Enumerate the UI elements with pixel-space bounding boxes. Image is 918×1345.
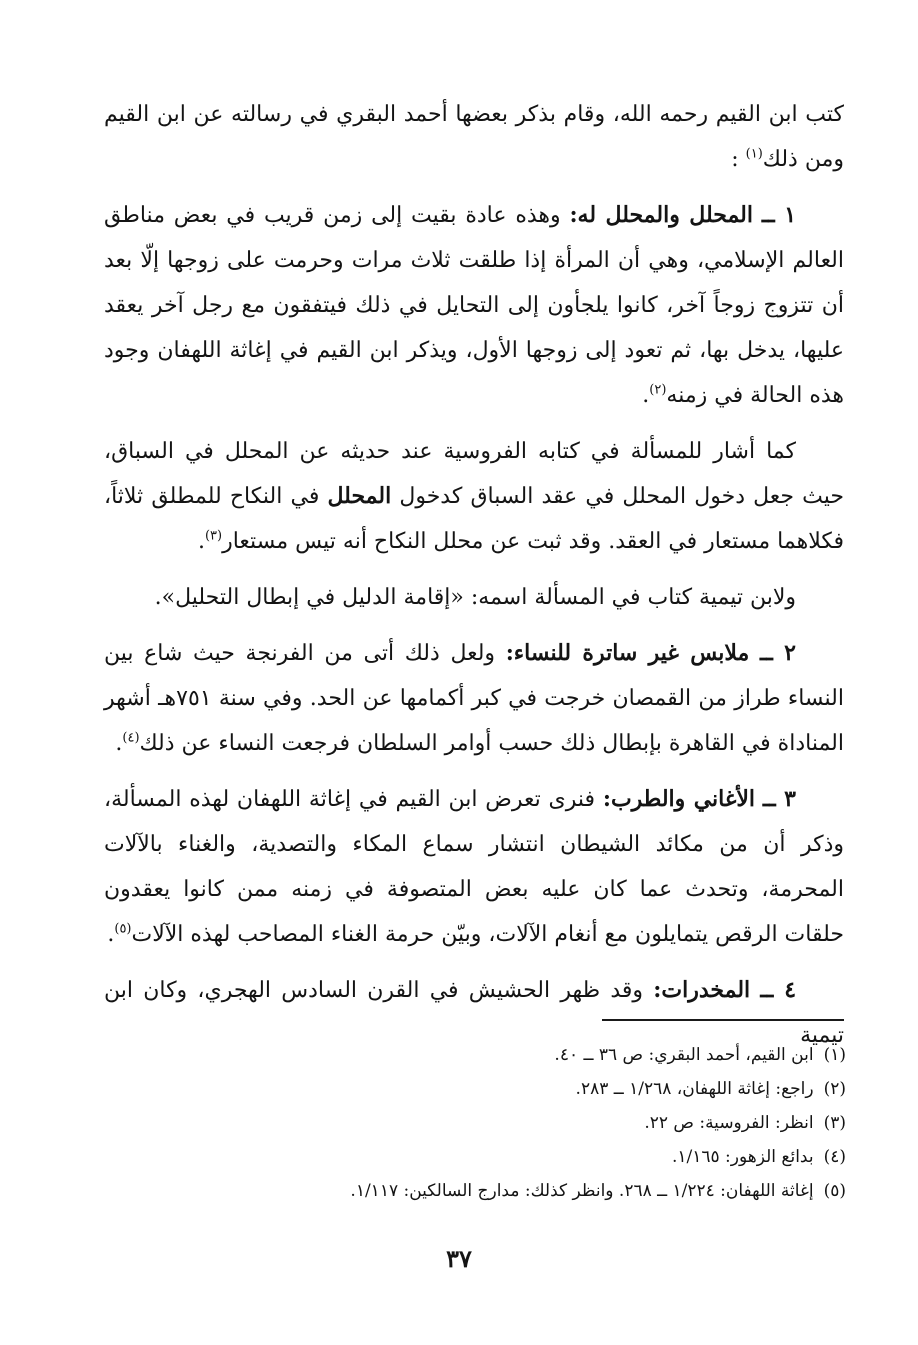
item-heading: المحلل والمحلل له: bbox=[569, 202, 753, 228]
paragraph-text: في النكاح للمطلق ثلاثاً، فكلاهما مستعار في العقد. وقد ثبت عن محلل النكاح أنه تيس مستعار bbox=[104, 484, 844, 554]
footnote-divider bbox=[602, 1019, 844, 1021]
paragraph-tail: . bbox=[642, 383, 650, 408]
paragraph-tail: . bbox=[115, 731, 123, 756]
footnote-number: (٣) bbox=[823, 1113, 846, 1133]
footnotes bbox=[104, 1038, 846, 1208]
footnote-item bbox=[104, 1140, 846, 1174]
paragraph-item-2 bbox=[104, 631, 844, 766]
footnote-item bbox=[104, 1038, 846, 1072]
paragraph-intro bbox=[104, 92, 844, 182]
item-number: ٢ ــ bbox=[759, 640, 796, 666]
footnote-number: (٥) bbox=[823, 1181, 846, 1201]
paragraph-item-3 bbox=[104, 777, 844, 957]
footnote-ref-5[interactable]: (٥) bbox=[114, 921, 132, 937]
item-heading: الأغاني والطرب: bbox=[602, 786, 756, 812]
paragraph-tail: : bbox=[731, 147, 739, 172]
paragraph-text: ولعل ذلك أتى من الفرنجة حيث شاع بين النساء طراز من القمصان خرجت في كبر أكمامها عن الحد. وفي سنة ٧٥١هـ أشهر المناداة في القاهرة بإبطال ذلك حسب أوامر السلطان فرجعت النساء عن ذلك bbox=[104, 641, 844, 756]
paragraph-text: فنرى تعرض ابن القيم في إغاثة اللهفان لهذه المسألة، وذكر أن من مكائد الشيطان انتشار سماع المكاء والتصدية، والغناء بالآلات المحرمة، وتحدث عما كان عليه بعض المتصوفة في زمنه ممن كانوا يعقدون حلقات الرقص يتمايلون مع أنغام الآلات، وبيّن حرمة الغناء المصاحب لهذه الآلات bbox=[104, 787, 844, 947]
footnote-item bbox=[104, 1072, 846, 1106]
bold-term: المحلل bbox=[327, 483, 392, 509]
item-number: ١ ــ bbox=[761, 202, 797, 228]
footnote-item bbox=[104, 1106, 846, 1140]
footnote-ref-2[interactable]: (٢) bbox=[649, 382, 667, 398]
footnote-text: انظر: الفروسية: ص ٢٢. bbox=[644, 1113, 814, 1133]
paragraph-text: وهذه عادة بقيت إلى زمن قريب في بعض مناطق العالم الإسلامي، وهي أن المرأة إذا طلقت ثلاث مرات وحرمت على زوجها إلّا بعد أن تتزوج زوجاً آخر، كانوا يلجأون إلى التحايل في ذلك فيتفقون مع رجل آخر يعقد عليها، يدخل بها، ثم تعود إلى زوجها الأول، ويذكر ابن القيم في إغاثة اللهفان وجود هذه الحالة في زمنه bbox=[104, 203, 844, 408]
item-heading: ملابس غير ساترة للنساء: bbox=[505, 640, 750, 666]
paragraph-text: كما أشار للمسألة في كتابه الفروسية عند حديثه عن المحلل في السباق، حيث جعل دخول المحلل في عقد السباق كدخول bbox=[104, 439, 844, 509]
paragraph-ibn-taymiyya-book bbox=[104, 575, 844, 620]
paragraph-text: كتب ابن القيم رحمه الله، وقام بذكر بعضها أحمد البقري في رسالته عن ابن القيم ومن ذلك bbox=[104, 102, 844, 172]
paragraph-tail: . bbox=[107, 922, 115, 947]
page-number: ٣٧ bbox=[446, 1244, 472, 1273]
item-number: ٣ ــ bbox=[762, 786, 796, 812]
footnote-ref-3[interactable]: (٣) bbox=[204, 528, 223, 544]
footnote-text: راجع: إغاثة اللهفان، ١/٢٦٨ ــ ٢٨٣. bbox=[575, 1079, 814, 1099]
footnote-number: (١) bbox=[823, 1045, 846, 1065]
footnote-number: (٢) bbox=[823, 1079, 846, 1099]
paragraph-item-1 bbox=[104, 193, 844, 418]
footnote-text: بدائع الزهور: ١/١٦٥. bbox=[671, 1147, 814, 1167]
main-text bbox=[104, 92, 844, 1069]
footnote-text: ابن القيم، أحمد البقري: ص ٣٦ ــ ٤٠. bbox=[554, 1045, 814, 1065]
footnote-ref-1[interactable]: (١) bbox=[745, 146, 763, 162]
footnote-number: (٤) bbox=[823, 1147, 846, 1167]
item-number: ٤ ــ bbox=[760, 977, 797, 1003]
footnote-ref-4[interactable]: (٤) bbox=[122, 730, 140, 746]
item-heading: المخدرات: bbox=[653, 977, 751, 1003]
footnote-item bbox=[104, 1174, 846, 1208]
paragraph-tail: . bbox=[197, 529, 205, 554]
paragraph-furusiyya bbox=[104, 429, 844, 564]
footnote-text: إغاثة اللهفان: ١/٢٢٤ ــ ٢٦٨. وانظر كذلك: مدارج السالكين: ١/١١٧. bbox=[350, 1181, 814, 1201]
paragraph-text: ولابن تيمية كتاب في المسألة اسمه: «إقامة الدليل في إبطال التحليل». bbox=[154, 585, 796, 610]
paragraph-text: وقد ظهر الحشيش في القرن السادس الهجري، وكان ابن تيمية bbox=[104, 978, 844, 1048]
